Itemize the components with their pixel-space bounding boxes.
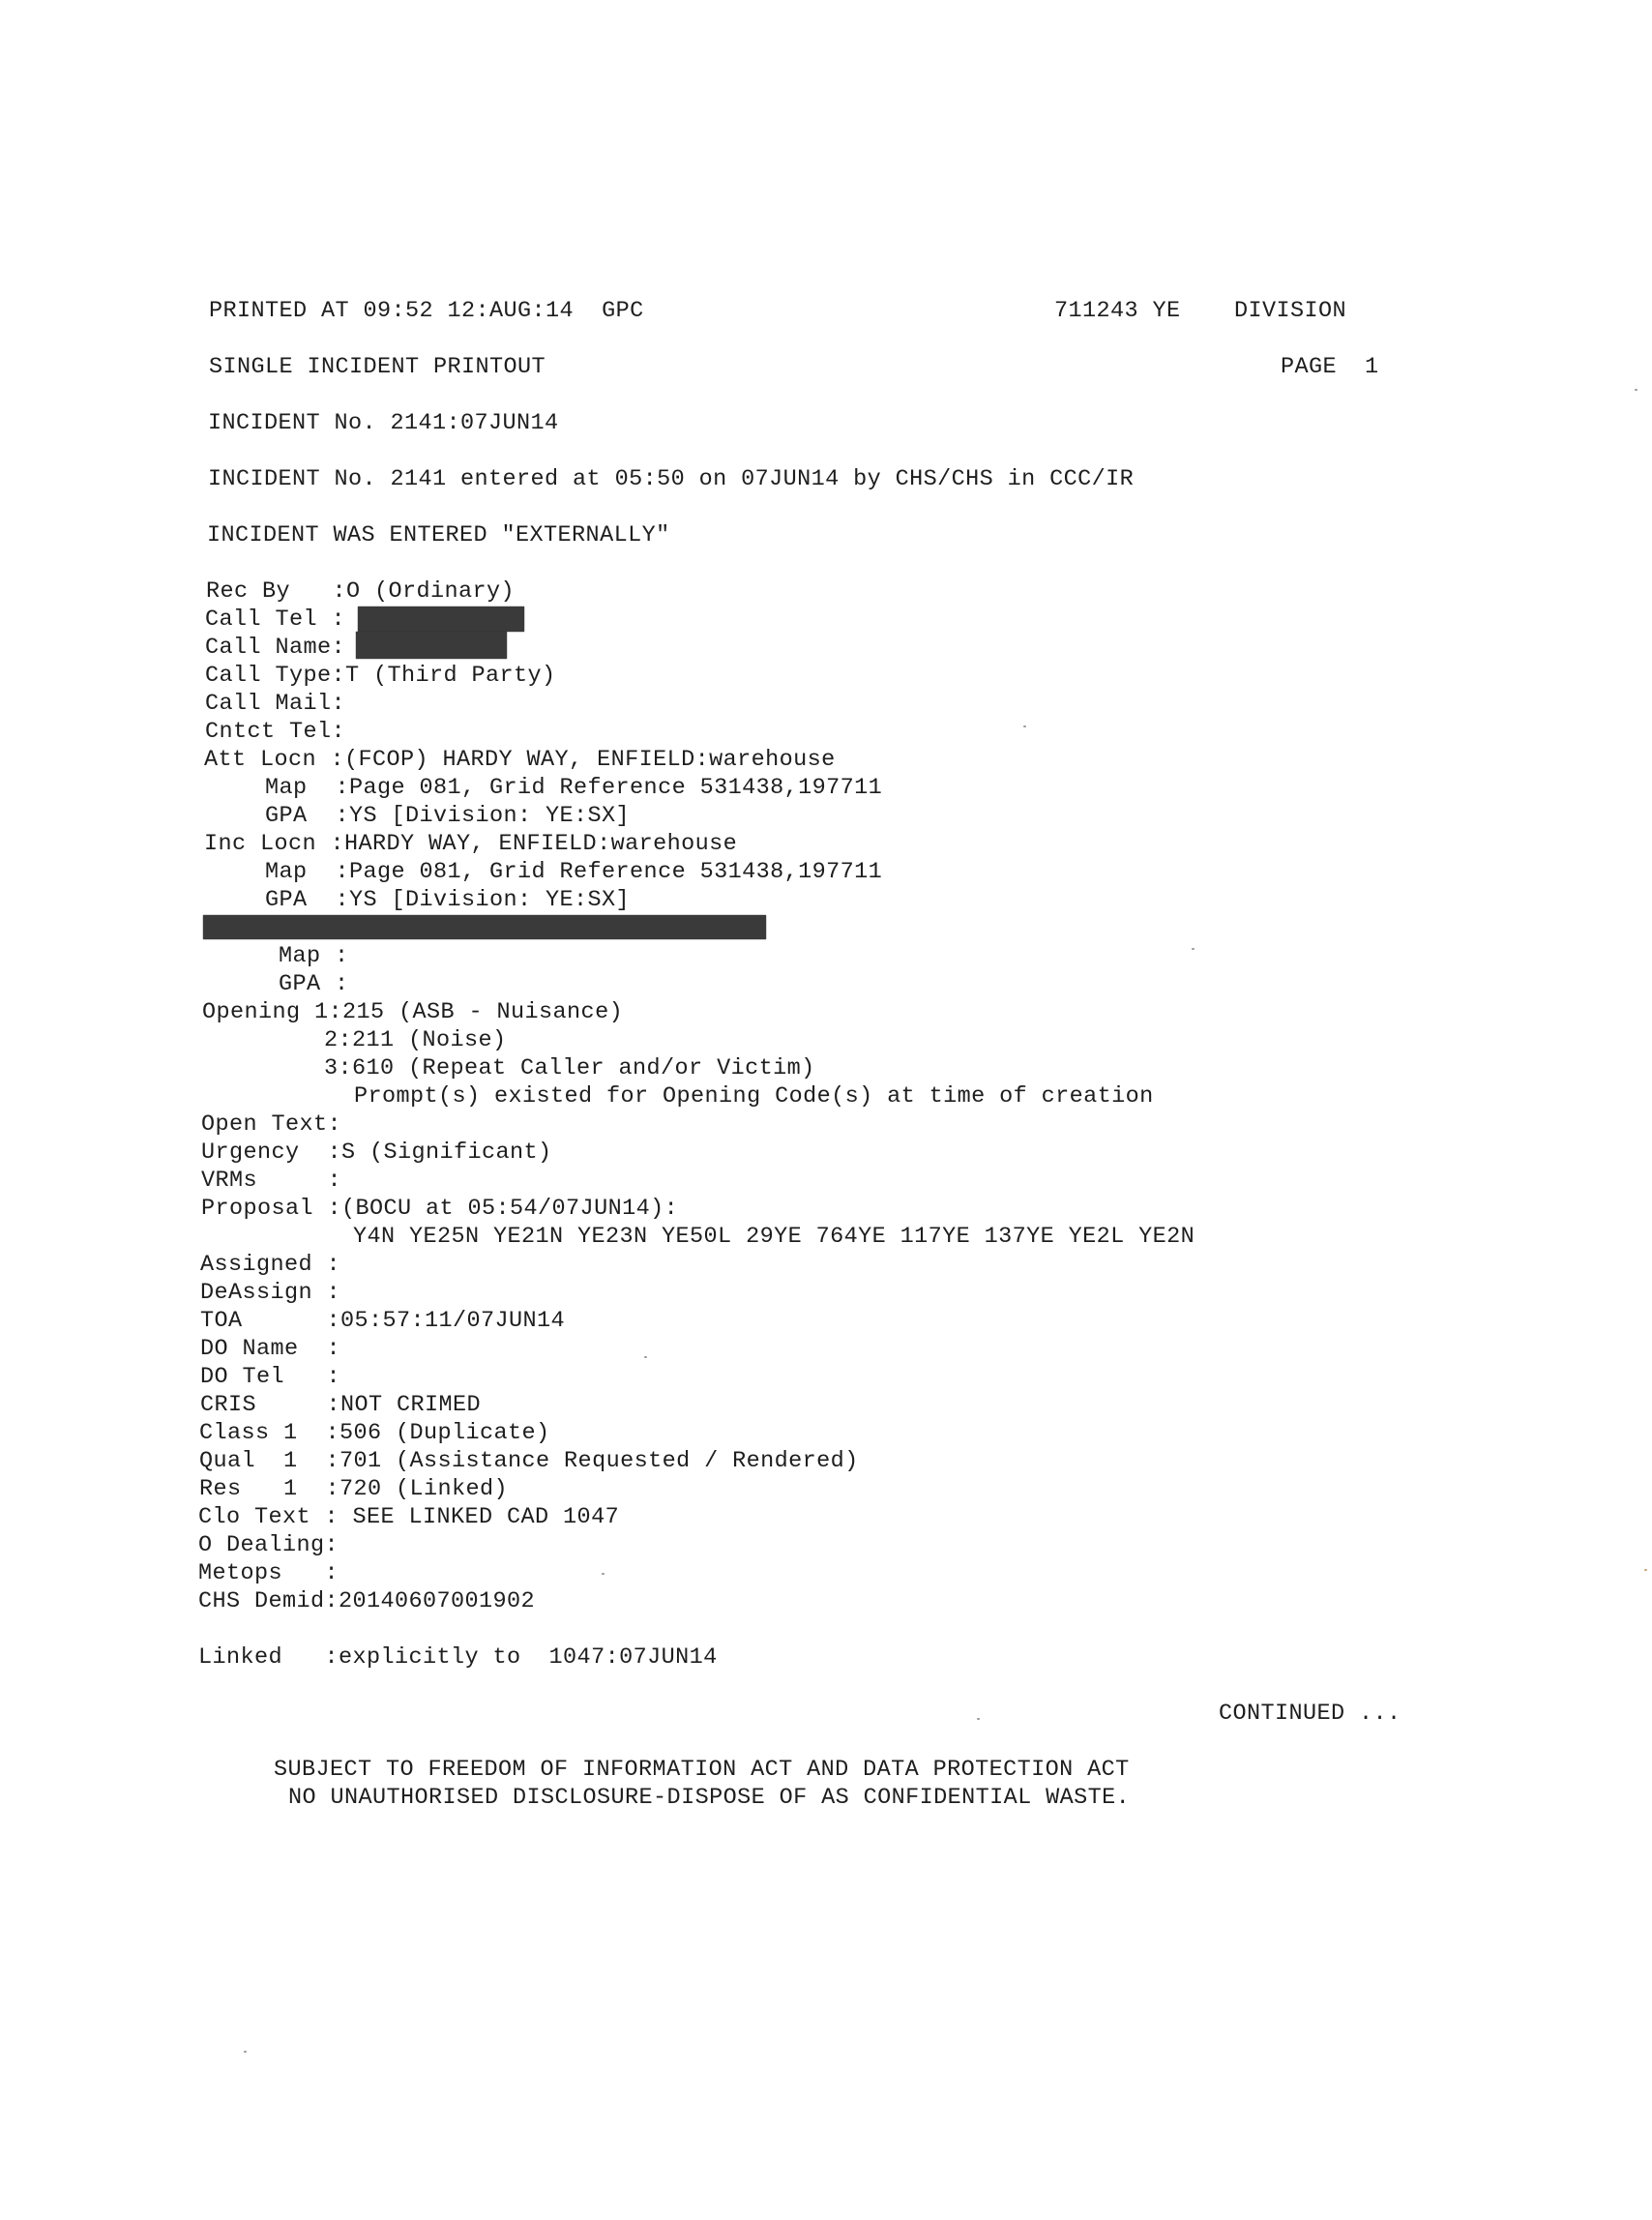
open-text: Open Text: xyxy=(201,1111,342,1138)
reference-number: 711243 YE xyxy=(1054,298,1181,324)
metops: Metops : xyxy=(198,1560,339,1586)
scan-speck xyxy=(977,1718,980,1720)
result-1: Res 1 :720 (Linked) xyxy=(199,1476,509,1502)
redaction-call-name xyxy=(356,632,507,659)
scan-speck xyxy=(244,2051,247,2053)
call-tel: Call Tel : xyxy=(205,607,346,633)
call-name: Call Name: xyxy=(205,635,346,661)
incident-entered: INCIDENT No. 2141 entered at 05:50 on 07JUN14 by CHS/CHS in CCC/IR xyxy=(208,466,1135,492)
disclosure-notice: NO UNAUTHORISED DISCLOSURE-DISPOSE OF AS CONFIDENTIAL WASTE. xyxy=(288,1785,1131,1811)
incident-map: Map :Page 081, Grid Reference 531438,197711 xyxy=(265,859,883,885)
incident-location: Inc Locn :HARDY WAY, ENFIELD:warehouse xyxy=(204,831,738,857)
attended-gpa: GPA :YS [Division: YE:SX] xyxy=(265,803,631,829)
opening-prompts-note: Prompt(s) existed for Opening Code(s) at time of creation xyxy=(354,1083,1154,1110)
call-mail: Call Mail: xyxy=(205,691,346,717)
opening-code-2: 2:211 (Noise) xyxy=(324,1027,507,1053)
scan-speck xyxy=(1023,725,1026,727)
qualifier-1: Qual 1 :701 (Assistance Requested / Rendered) xyxy=(199,1448,859,1474)
linked-incident: Linked :explicitly to 1047:07JUN14 xyxy=(198,1644,718,1671)
class-1: Class 1 :506 (Duplicate) xyxy=(199,1420,550,1446)
deassign: DeAssign : xyxy=(200,1280,341,1306)
proposal-units: Y4N YE25N YE21N YE23N YE50L 29YE 764YE 117YE 137YE YE2L YE2N xyxy=(353,1224,1195,1250)
chs-demid: CHS Demid:20140607001902 xyxy=(198,1588,536,1614)
scan-speck xyxy=(602,1573,605,1575)
contact-tel: Cntct Tel: xyxy=(205,719,346,745)
incident-entered-externally: INCIDENT WAS ENTERED "EXTERNALLY" xyxy=(207,522,670,548)
o-dealing: O Dealing: xyxy=(198,1532,339,1558)
do-tel: DO Tel : xyxy=(200,1364,341,1390)
page-number: PAGE 1 xyxy=(1281,354,1379,380)
opening-code-3: 3:610 (Repeat Caller and/or Victim) xyxy=(324,1055,815,1081)
incident-gpa: GPA :YS [Division: YE:SX] xyxy=(265,887,631,913)
division-label: DIVISION xyxy=(1234,298,1347,324)
printed-at: PRINTED AT 09:52 12:AUG:14 GPC xyxy=(209,298,644,324)
proposal: Proposal :(BOCU at 05:54/07JUN14): xyxy=(201,1196,679,1222)
redaction-location-line xyxy=(203,915,766,939)
scan-speck xyxy=(644,1356,647,1358)
vrms: VRMs : xyxy=(201,1168,342,1194)
rec-by: Rec By :O (Ordinary) xyxy=(206,578,516,605)
time-of-arrival: TOA :05:57:11/07JUN14 xyxy=(200,1308,566,1334)
scan-speck xyxy=(1192,948,1195,950)
continued-marker: CONTINUED ... xyxy=(1219,1701,1401,1727)
incident-number: INCIDENT No. 2141:07JUN14 xyxy=(208,410,559,436)
scan-speck xyxy=(1635,389,1637,391)
foi-notice: SUBJECT TO FREEDOM OF INFORMATION ACT AND DATA PROTECTION ACT xyxy=(274,1757,1130,1783)
redacted-map: Map : xyxy=(279,943,349,969)
do-name: DO Name : xyxy=(200,1336,341,1362)
printout-title: SINGLE INCIDENT PRINTOUT xyxy=(209,354,546,380)
call-type: Call Type:T (Third Party) xyxy=(205,663,556,689)
urgency: Urgency :S (Significant) xyxy=(201,1140,552,1166)
cris-status: CRIS :NOT CRIMED xyxy=(200,1392,482,1418)
closing-text: Clo Text : SEE LINKED CAD 1047 xyxy=(198,1504,620,1530)
opening-code-1: Opening 1:215 (ASB - Nuisance) xyxy=(202,999,624,1025)
scan-speck xyxy=(1644,1569,1647,1571)
attended-location: Att Locn :(FCOP) HARDY WAY, ENFIELD:warehouse xyxy=(204,747,836,773)
assigned: Assigned : xyxy=(200,1252,341,1278)
redaction-call-tel xyxy=(358,607,524,632)
redacted-gpa: GPA : xyxy=(279,971,349,997)
attended-map: Map :Page 081, Grid Reference 531438,197711 xyxy=(265,775,883,801)
